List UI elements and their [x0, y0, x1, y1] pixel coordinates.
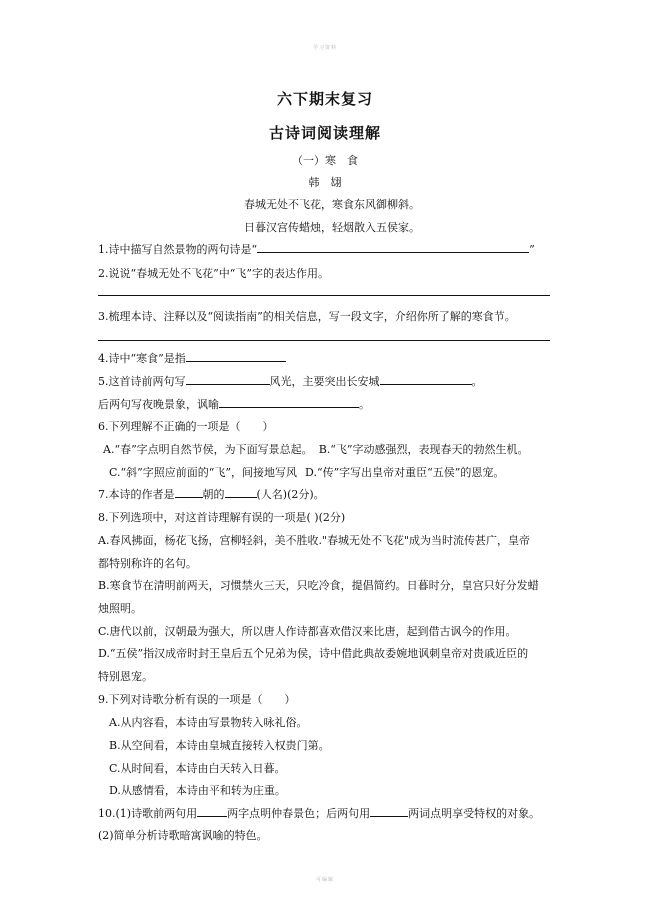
question-10 [98, 805, 540, 821]
question-8: 8.下列选项中，对这首诗理解有误的一项是( )(2分) [98, 511, 346, 524]
question-1-text: 1.诗中描写自然景物的两句诗是“ [98, 243, 258, 256]
option-6b[interactable]: B.“飞”字动感强烈，表现春天的勃然生机。 [318, 443, 529, 456]
answer-line-3[interactable] [98, 340, 550, 341]
question-7-text-b: 朝的 [202, 488, 225, 501]
question-10-part-2: (2)简单分析诗歌暗寓讽喻的特色。 [98, 829, 268, 842]
question-6: 6.下列理解不正确的一项是（ ） [98, 420, 274, 433]
question-7-text-a: 7.本诗的作者是 [98, 488, 175, 501]
option-9d[interactable]: D.从感情看，本诗由平和转为庄重。 [109, 784, 286, 797]
question-7 [98, 486, 325, 502]
question-4-text: 4.诗中“寒食”是指 [98, 352, 186, 365]
question-4-blank[interactable] [186, 350, 286, 362]
option-8a-line2[interactable]: 都特别称许的名句。 [98, 557, 197, 570]
question-6-options-ab [103, 441, 529, 457]
option-6c[interactable]: C.“斜”字照应前面的“飞”，间接地写风 [109, 466, 298, 479]
question-9: 9.下列对诗歌分析有误的一项是（ ） [98, 693, 296, 706]
option-6a[interactable]: A.“春”字点明自然节侯，为下面写景总起。 [103, 443, 313, 456]
header-watermark: 学习资料 [312, 45, 337, 51]
question-10-text-b: 两字点明仲春景色；后两句用 [227, 807, 371, 820]
poem-line-2: 日暮汉宫传蜡烛，轻烟散入五侯家。 [244, 221, 420, 234]
question-5-text-b: 风光，主要突出长安城 [269, 375, 380, 388]
question-3: 3.梳理本诗、注释以及“阅读指南”的相关信息，写一段文字，介绍你所了解的寒食节。 [98, 310, 516, 323]
question-10-text-c: 两词点明享受特权的对象。 [408, 807, 541, 820]
question-7-text-c: (人名)(2分)。 [256, 488, 325, 501]
question-7-blank-2[interactable] [225, 486, 257, 498]
page-title: 六下期末复习 [276, 90, 373, 108]
question-4 [98, 350, 286, 366]
question-5-blank-2[interactable] [380, 373, 472, 385]
answer-line-2[interactable] [98, 295, 550, 296]
question-1-end: ” [529, 243, 535, 256]
option-8b-line1[interactable]: B.寒食节在清明前两天，习惯禁火三天，只吃冷食，提倡简约。日暮时分，皇宫只好分发蜡 [98, 579, 539, 592]
question-2: 2.说说“春城无处不飞花”中“飞”字的表达作用。 [98, 267, 329, 280]
poem-heading: （一）寒 食 [292, 154, 358, 167]
question-7-blank-1[interactable] [175, 486, 203, 498]
section-title: 古诗词阅读理解 [268, 124, 381, 142]
option-8d-line2[interactable]: 特别恩宠。 [98, 670, 153, 683]
question-1-blank[interactable] [257, 241, 529, 253]
option-9a[interactable]: A.从内容看，本诗由写景物转入咏礼俗。 [109, 716, 308, 729]
question-5-blank-1[interactable] [186, 373, 270, 385]
option-6d[interactable]: D.“传”字写出皇帝对重臣“五侯”的恩宠。 [305, 466, 505, 479]
question-10-text-a: 10.(1)诗歌前两句用 [98, 807, 198, 820]
question-5-text-a: 5.这首诗前两句写 [98, 375, 186, 388]
option-9b[interactable]: B.从空间看，本诗由皇城直接转入权贵门第。 [109, 739, 330, 752]
option-8b-line2[interactable]: 烛照明。 [98, 602, 142, 615]
poem-line-1: 春城无处不飞花，寒食东风御柳斜。 [244, 198, 420, 211]
footer-watermark: 可编辑 [315, 877, 334, 883]
question-5 [98, 373, 483, 389]
question-10-blank-1[interactable] [197, 805, 227, 817]
question-5-text-e: 。 [359, 398, 370, 411]
option-9c[interactable]: C.从时间看，本诗由白天转入日暮。 [109, 762, 286, 775]
option-8a-line1[interactable]: A.春风拂面，杨花飞扬，宫柳轻斜，美不胜收."春城无处不飞花"成为当时流传甚广，皇帝 [98, 534, 531, 547]
question-5-cont [98, 396, 370, 412]
question-6-options-cd [109, 464, 504, 480]
option-8c-line1[interactable]: C.唐代以前，汉朝最为强大，所以唐人作诗都喜欢借汉来比唐，起到借古讽今的作用。 [98, 625, 517, 638]
poem-author: 韩 翃 [308, 176, 342, 189]
question-5-text-c: 。 [471, 375, 483, 388]
question-5-text-d: 后两句写夜晚景象，讽喻 [98, 398, 219, 411]
question-10-blank-2[interactable] [370, 805, 408, 817]
question-5-blank-3[interactable] [219, 396, 359, 408]
question-1 [98, 241, 535, 257]
option-8d-line1[interactable]: D.“五侯”指汉成帝时封王皇后五个兄弟为侯，诗中借此典故委婉地讽刺皇帝对贵戚近臣的 [98, 647, 529, 660]
